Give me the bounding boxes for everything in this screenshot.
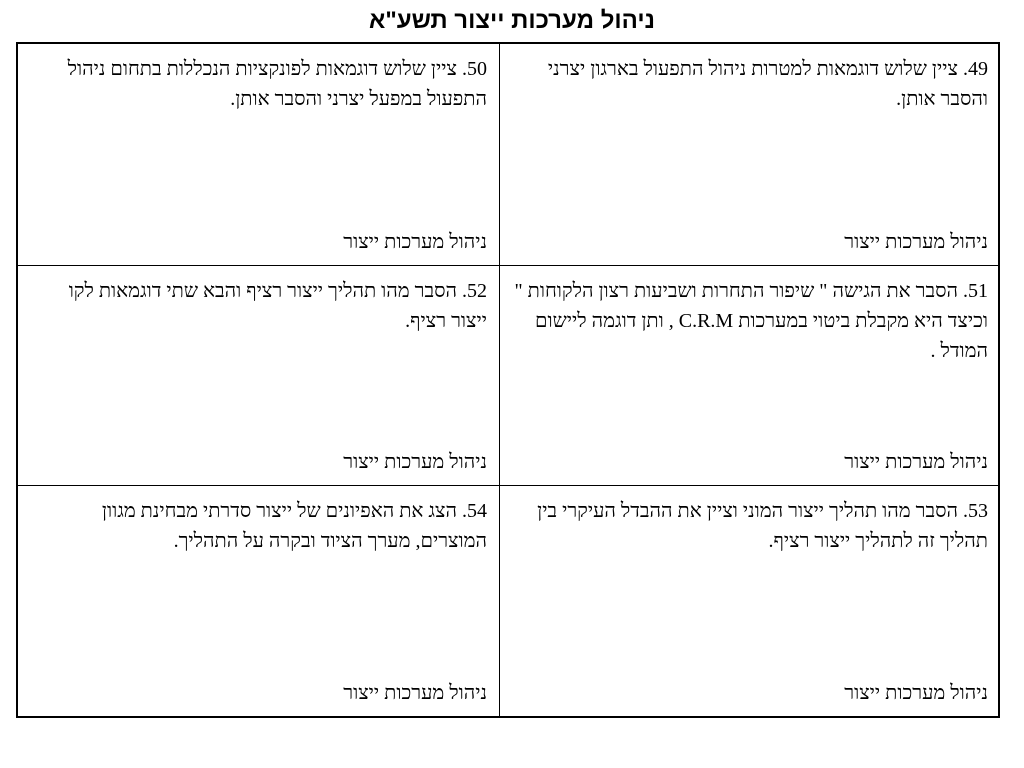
questions-table	[16, 42, 1000, 718]
question-text: 54. הצג את האפיונים של ייצור סדרתי מבחינת מגוון המוצרים, מערך הציוד ובקרה על התהליך.	[101, 500, 487, 552]
question-text: 49. ציין שלוש דוגמאות למטרות ניהול התפעול בארגון יצרני והסבר אותן.	[547, 58, 988, 110]
cell-footer: ניהול מערכות ייצור	[844, 231, 988, 253]
question-cell-51	[500, 266, 1000, 486]
question-cell-50	[18, 44, 500, 266]
question-cell-54	[18, 486, 500, 716]
question-text: 51. הסבר את הגישה " שיפור התחרות ושביעות רצון הלקוחות " וכיצד היא מקבלת ביטוי במערכות C.R.M , ותן דוגמה ליישום המודל .	[514, 280, 988, 362]
cell-footer: ניהול מערכות ייצור	[343, 682, 487, 704]
question-cell-49	[500, 44, 1000, 266]
question-text: 53. הסבר מהו תהליך ייצור המוני וציין את ההבדל העיקרי בין תהליך זה לתהליך ייצור רציף.	[537, 500, 988, 552]
cell-footer: ניהול מערכות ייצור	[343, 451, 487, 473]
cell-footer: ניהול מערכות ייצור	[844, 451, 988, 473]
question-cell-52	[18, 266, 500, 486]
question-text: 52. הסבר מהו תהליך ייצור רציף והבא שתי דוגמאות לקו ייצור רציף.	[68, 280, 487, 332]
cell-footer: ניהול מערכות ייצור	[844, 682, 988, 704]
cell-footer: ניהול מערכות ייצור	[343, 231, 487, 253]
page-title: ניהול מערכות ייצור תשע"א	[368, 7, 655, 34]
question-cell-53	[500, 486, 1000, 716]
question-text: 50. ציין שלוש דוגמאות לפונקציות הנכללות בתחום ניהול התפעול במפעל יצרני והסבר אותן.	[67, 58, 487, 110]
